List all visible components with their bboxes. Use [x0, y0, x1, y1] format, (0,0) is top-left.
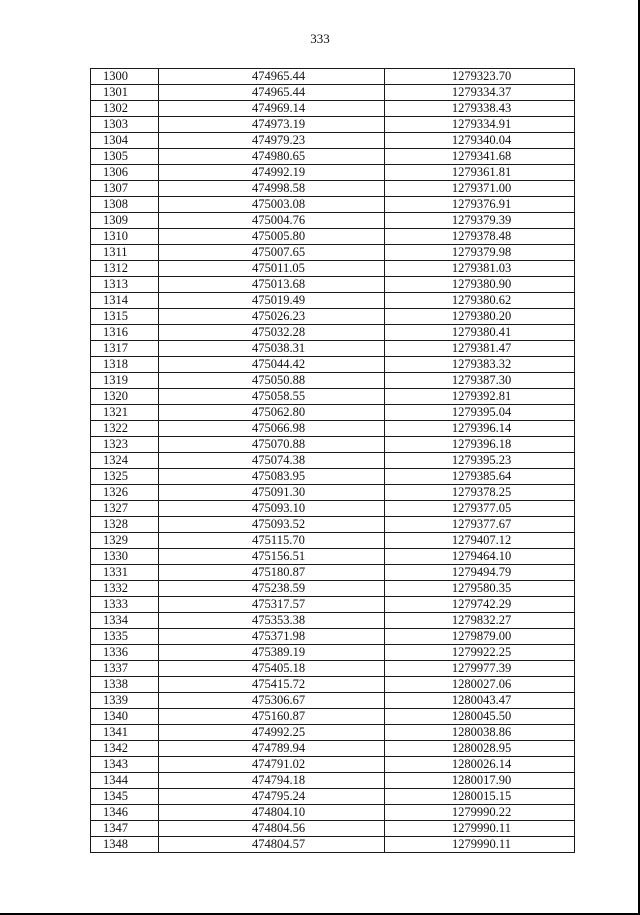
y-coordinate-cell: 1279977.39	[385, 661, 575, 677]
point-number-cell: 1326	[91, 485, 159, 501]
point-number-cell: 1309	[91, 213, 159, 229]
point-number-cell: 1324	[91, 453, 159, 469]
y-coordinate-cell: 1279376.91	[385, 197, 575, 213]
point-number-cell: 1321	[91, 405, 159, 421]
x-coordinate-cell: 474804.57	[159, 837, 385, 853]
table-row	[91, 741, 575, 757]
point-number-cell: 1343	[91, 757, 159, 773]
y-coordinate-cell: 1279334.37	[385, 85, 575, 101]
x-coordinate-cell: 474973.19	[159, 117, 385, 133]
table-row	[91, 405, 575, 421]
table-row	[91, 629, 575, 645]
table-row	[91, 341, 575, 357]
x-coordinate-cell: 475050.88	[159, 373, 385, 389]
y-coordinate-cell: 1279338.43	[385, 101, 575, 117]
y-coordinate-cell: 1279396.14	[385, 421, 575, 437]
x-coordinate-cell: 474791.02	[159, 757, 385, 773]
point-number-cell: 1340	[91, 709, 159, 725]
table-row	[91, 325, 575, 341]
y-coordinate-cell: 1279832.27	[385, 613, 575, 629]
y-coordinate-cell: 1279387.30	[385, 373, 575, 389]
table-row	[91, 565, 575, 581]
page-number: 333	[310, 31, 330, 46]
point-number-cell: 1327	[91, 501, 159, 517]
point-number-cell: 1341	[91, 725, 159, 741]
y-coordinate-cell: 1280028.95	[385, 741, 575, 757]
y-coordinate-cell: 1279990.11	[385, 821, 575, 837]
point-number-cell: 1329	[91, 533, 159, 549]
x-coordinate-cell: 475180.87	[159, 565, 385, 581]
table-row	[91, 357, 575, 373]
x-coordinate-cell: 475091.30	[159, 485, 385, 501]
x-coordinate-cell: 475044.42	[159, 357, 385, 373]
point-number-cell: 1307	[91, 181, 159, 197]
y-coordinate-cell: 1279395.23	[385, 453, 575, 469]
x-coordinate-cell: 475038.31	[159, 341, 385, 357]
x-coordinate-cell: 474969.14	[159, 101, 385, 117]
x-coordinate-cell: 474980.65	[159, 149, 385, 165]
point-number-cell: 1301	[91, 85, 159, 101]
point-number-cell: 1314	[91, 293, 159, 309]
table-row	[91, 517, 575, 533]
y-coordinate-cell: 1279990.22	[385, 805, 575, 821]
x-coordinate-cell: 474804.10	[159, 805, 385, 821]
point-number-cell: 1332	[91, 581, 159, 597]
point-number-cell: 1344	[91, 773, 159, 789]
y-coordinate-cell: 1279380.62	[385, 293, 575, 309]
point-number-cell: 1311	[91, 245, 159, 261]
point-number-cell: 1347	[91, 821, 159, 837]
table-row	[91, 309, 575, 325]
coordinates-table-body	[91, 69, 575, 853]
table-row	[91, 661, 575, 677]
point-number-cell: 1330	[91, 549, 159, 565]
coordinates-table-container	[90, 68, 574, 853]
table-row	[91, 293, 575, 309]
x-coordinate-cell: 474965.44	[159, 69, 385, 85]
y-coordinate-cell: 1279392.81	[385, 389, 575, 405]
x-coordinate-cell: 475415.72	[159, 677, 385, 693]
table-row	[91, 805, 575, 821]
table-row	[91, 165, 575, 181]
y-coordinate-cell: 1279396.18	[385, 437, 575, 453]
x-coordinate-cell: 474789.94	[159, 741, 385, 757]
table-row	[91, 837, 575, 853]
y-coordinate-cell: 1279742.29	[385, 597, 575, 613]
table-row	[91, 117, 575, 133]
x-coordinate-cell: 475070.88	[159, 437, 385, 453]
x-coordinate-cell: 474965.44	[159, 85, 385, 101]
table-row	[91, 821, 575, 837]
point-number-cell: 1322	[91, 421, 159, 437]
y-coordinate-cell: 1279380.20	[385, 309, 575, 325]
point-number-cell: 1305	[91, 149, 159, 165]
table-row	[91, 101, 575, 117]
point-number-cell: 1319	[91, 373, 159, 389]
x-coordinate-cell: 474992.19	[159, 165, 385, 181]
table-row	[91, 213, 575, 229]
y-coordinate-cell: 1280027.06	[385, 677, 575, 693]
point-number-cell: 1337	[91, 661, 159, 677]
point-number-cell: 1334	[91, 613, 159, 629]
x-coordinate-cell: 474794.18	[159, 773, 385, 789]
table-row	[91, 581, 575, 597]
point-number-cell: 1328	[91, 517, 159, 533]
y-coordinate-cell: 1279494.79	[385, 565, 575, 581]
x-coordinate-cell: 475062.80	[159, 405, 385, 421]
x-coordinate-cell: 475405.18	[159, 661, 385, 677]
table-row	[91, 69, 575, 85]
point-number-cell: 1320	[91, 389, 159, 405]
table-row	[91, 133, 575, 149]
y-coordinate-cell: 1279379.98	[385, 245, 575, 261]
x-coordinate-cell: 475058.55	[159, 389, 385, 405]
x-coordinate-cell: 475003.08	[159, 197, 385, 213]
y-coordinate-cell: 1279922.25	[385, 645, 575, 661]
table-row	[91, 789, 575, 805]
table-row	[91, 229, 575, 245]
y-coordinate-cell: 1279380.41	[385, 325, 575, 341]
y-coordinate-cell: 1280038.86	[385, 725, 575, 741]
y-coordinate-cell: 1279385.64	[385, 469, 575, 485]
point-number-cell: 1323	[91, 437, 159, 453]
point-number-cell: 1331	[91, 565, 159, 581]
point-number-cell: 1300	[91, 69, 159, 85]
x-coordinate-cell: 475007.65	[159, 245, 385, 261]
x-coordinate-cell: 475306.67	[159, 693, 385, 709]
y-coordinate-cell: 1279407.12	[385, 533, 575, 549]
table-row	[91, 613, 575, 629]
y-coordinate-cell: 1279395.04	[385, 405, 575, 421]
x-coordinate-cell: 474804.56	[159, 821, 385, 837]
x-coordinate-cell: 474795.24	[159, 789, 385, 805]
table-row	[91, 149, 575, 165]
table-row	[91, 757, 575, 773]
x-coordinate-cell: 475317.57	[159, 597, 385, 613]
point-number-cell: 1336	[91, 645, 159, 661]
table-row	[91, 421, 575, 437]
table-row	[91, 597, 575, 613]
y-coordinate-cell: 1279361.81	[385, 165, 575, 181]
x-coordinate-cell: 475353.38	[159, 613, 385, 629]
x-coordinate-cell: 475238.59	[159, 581, 385, 597]
y-coordinate-cell: 1279990.11	[385, 837, 575, 853]
point-number-cell: 1315	[91, 309, 159, 325]
y-coordinate-cell: 1280045.50	[385, 709, 575, 725]
table-row	[91, 773, 575, 789]
point-number-cell: 1302	[91, 101, 159, 117]
x-coordinate-cell: 475004.76	[159, 213, 385, 229]
y-coordinate-cell: 1280017.90	[385, 773, 575, 789]
y-coordinate-cell: 1279383.32	[385, 357, 575, 373]
point-number-cell: 1317	[91, 341, 159, 357]
x-coordinate-cell: 475026.23	[159, 309, 385, 325]
point-number-cell: 1335	[91, 629, 159, 645]
point-number-cell: 1316	[91, 325, 159, 341]
x-coordinate-cell: 475093.10	[159, 501, 385, 517]
point-number-cell: 1310	[91, 229, 159, 245]
point-number-cell: 1325	[91, 469, 159, 485]
point-number-cell: 1348	[91, 837, 159, 853]
table-row	[91, 693, 575, 709]
x-coordinate-cell: 475013.68	[159, 277, 385, 293]
y-coordinate-cell: 1280026.14	[385, 757, 575, 773]
point-number-cell: 1333	[91, 597, 159, 613]
y-coordinate-cell: 1279377.05	[385, 501, 575, 517]
y-coordinate-cell: 1279580.35	[385, 581, 575, 597]
y-coordinate-cell: 1279323.70	[385, 69, 575, 85]
table-row	[91, 469, 575, 485]
point-number-cell: 1338	[91, 677, 159, 693]
x-coordinate-cell: 474998.58	[159, 181, 385, 197]
table-row	[91, 389, 575, 405]
table-row	[91, 549, 575, 565]
table-row	[91, 85, 575, 101]
y-coordinate-cell: 1279378.25	[385, 485, 575, 501]
y-coordinate-cell: 1279340.04	[385, 133, 575, 149]
table-row	[91, 181, 575, 197]
point-number-cell: 1313	[91, 277, 159, 293]
point-number-cell: 1342	[91, 741, 159, 757]
y-coordinate-cell: 1279379.39	[385, 213, 575, 229]
x-coordinate-cell: 475019.49	[159, 293, 385, 309]
x-coordinate-cell: 475011.05	[159, 261, 385, 277]
x-coordinate-cell: 475032.28	[159, 325, 385, 341]
x-coordinate-cell: 475066.98	[159, 421, 385, 437]
point-number-cell: 1318	[91, 357, 159, 373]
y-coordinate-cell: 1280043.47	[385, 693, 575, 709]
table-row	[91, 373, 575, 389]
table-row	[91, 533, 575, 549]
y-coordinate-cell: 1280015.15	[385, 789, 575, 805]
y-coordinate-cell: 1279371.00	[385, 181, 575, 197]
x-coordinate-cell: 475093.52	[159, 517, 385, 533]
table-row	[91, 437, 575, 453]
y-coordinate-cell: 1279377.67	[385, 517, 575, 533]
point-number-cell: 1304	[91, 133, 159, 149]
table-row	[91, 645, 575, 661]
x-coordinate-cell: 475156.51	[159, 549, 385, 565]
y-coordinate-cell: 1279378.48	[385, 229, 575, 245]
table-row	[91, 485, 575, 501]
point-number-cell: 1339	[91, 693, 159, 709]
table-row	[91, 709, 575, 725]
x-coordinate-cell: 474992.25	[159, 725, 385, 741]
table-row	[91, 677, 575, 693]
x-coordinate-cell: 475389.19	[159, 645, 385, 661]
y-coordinate-cell: 1279380.90	[385, 277, 575, 293]
x-coordinate-cell: 475074.38	[159, 453, 385, 469]
y-coordinate-cell: 1279879.00	[385, 629, 575, 645]
x-coordinate-cell: 475371.98	[159, 629, 385, 645]
y-coordinate-cell: 1279381.47	[385, 341, 575, 357]
y-coordinate-cell: 1279381.03	[385, 261, 575, 277]
table-row	[91, 277, 575, 293]
point-number-cell: 1306	[91, 165, 159, 181]
table-row	[91, 245, 575, 261]
x-coordinate-cell: 475005.80	[159, 229, 385, 245]
y-coordinate-cell: 1279341.68	[385, 149, 575, 165]
point-number-cell: 1346	[91, 805, 159, 821]
table-row	[91, 725, 575, 741]
x-coordinate-cell: 474979.23	[159, 133, 385, 149]
table-row	[91, 501, 575, 517]
coordinates-table	[90, 68, 575, 853]
x-coordinate-cell: 475160.87	[159, 709, 385, 725]
y-coordinate-cell: 1279334.91	[385, 117, 575, 133]
point-number-cell: 1308	[91, 197, 159, 213]
y-coordinate-cell: 1279464.10	[385, 549, 575, 565]
table-row	[91, 453, 575, 469]
x-coordinate-cell: 475083.95	[159, 469, 385, 485]
point-number-cell: 1345	[91, 789, 159, 805]
point-number-cell: 1303	[91, 117, 159, 133]
x-coordinate-cell: 475115.70	[159, 533, 385, 549]
point-number-cell: 1312	[91, 261, 159, 277]
table-row	[91, 261, 575, 277]
table-row	[91, 197, 575, 213]
